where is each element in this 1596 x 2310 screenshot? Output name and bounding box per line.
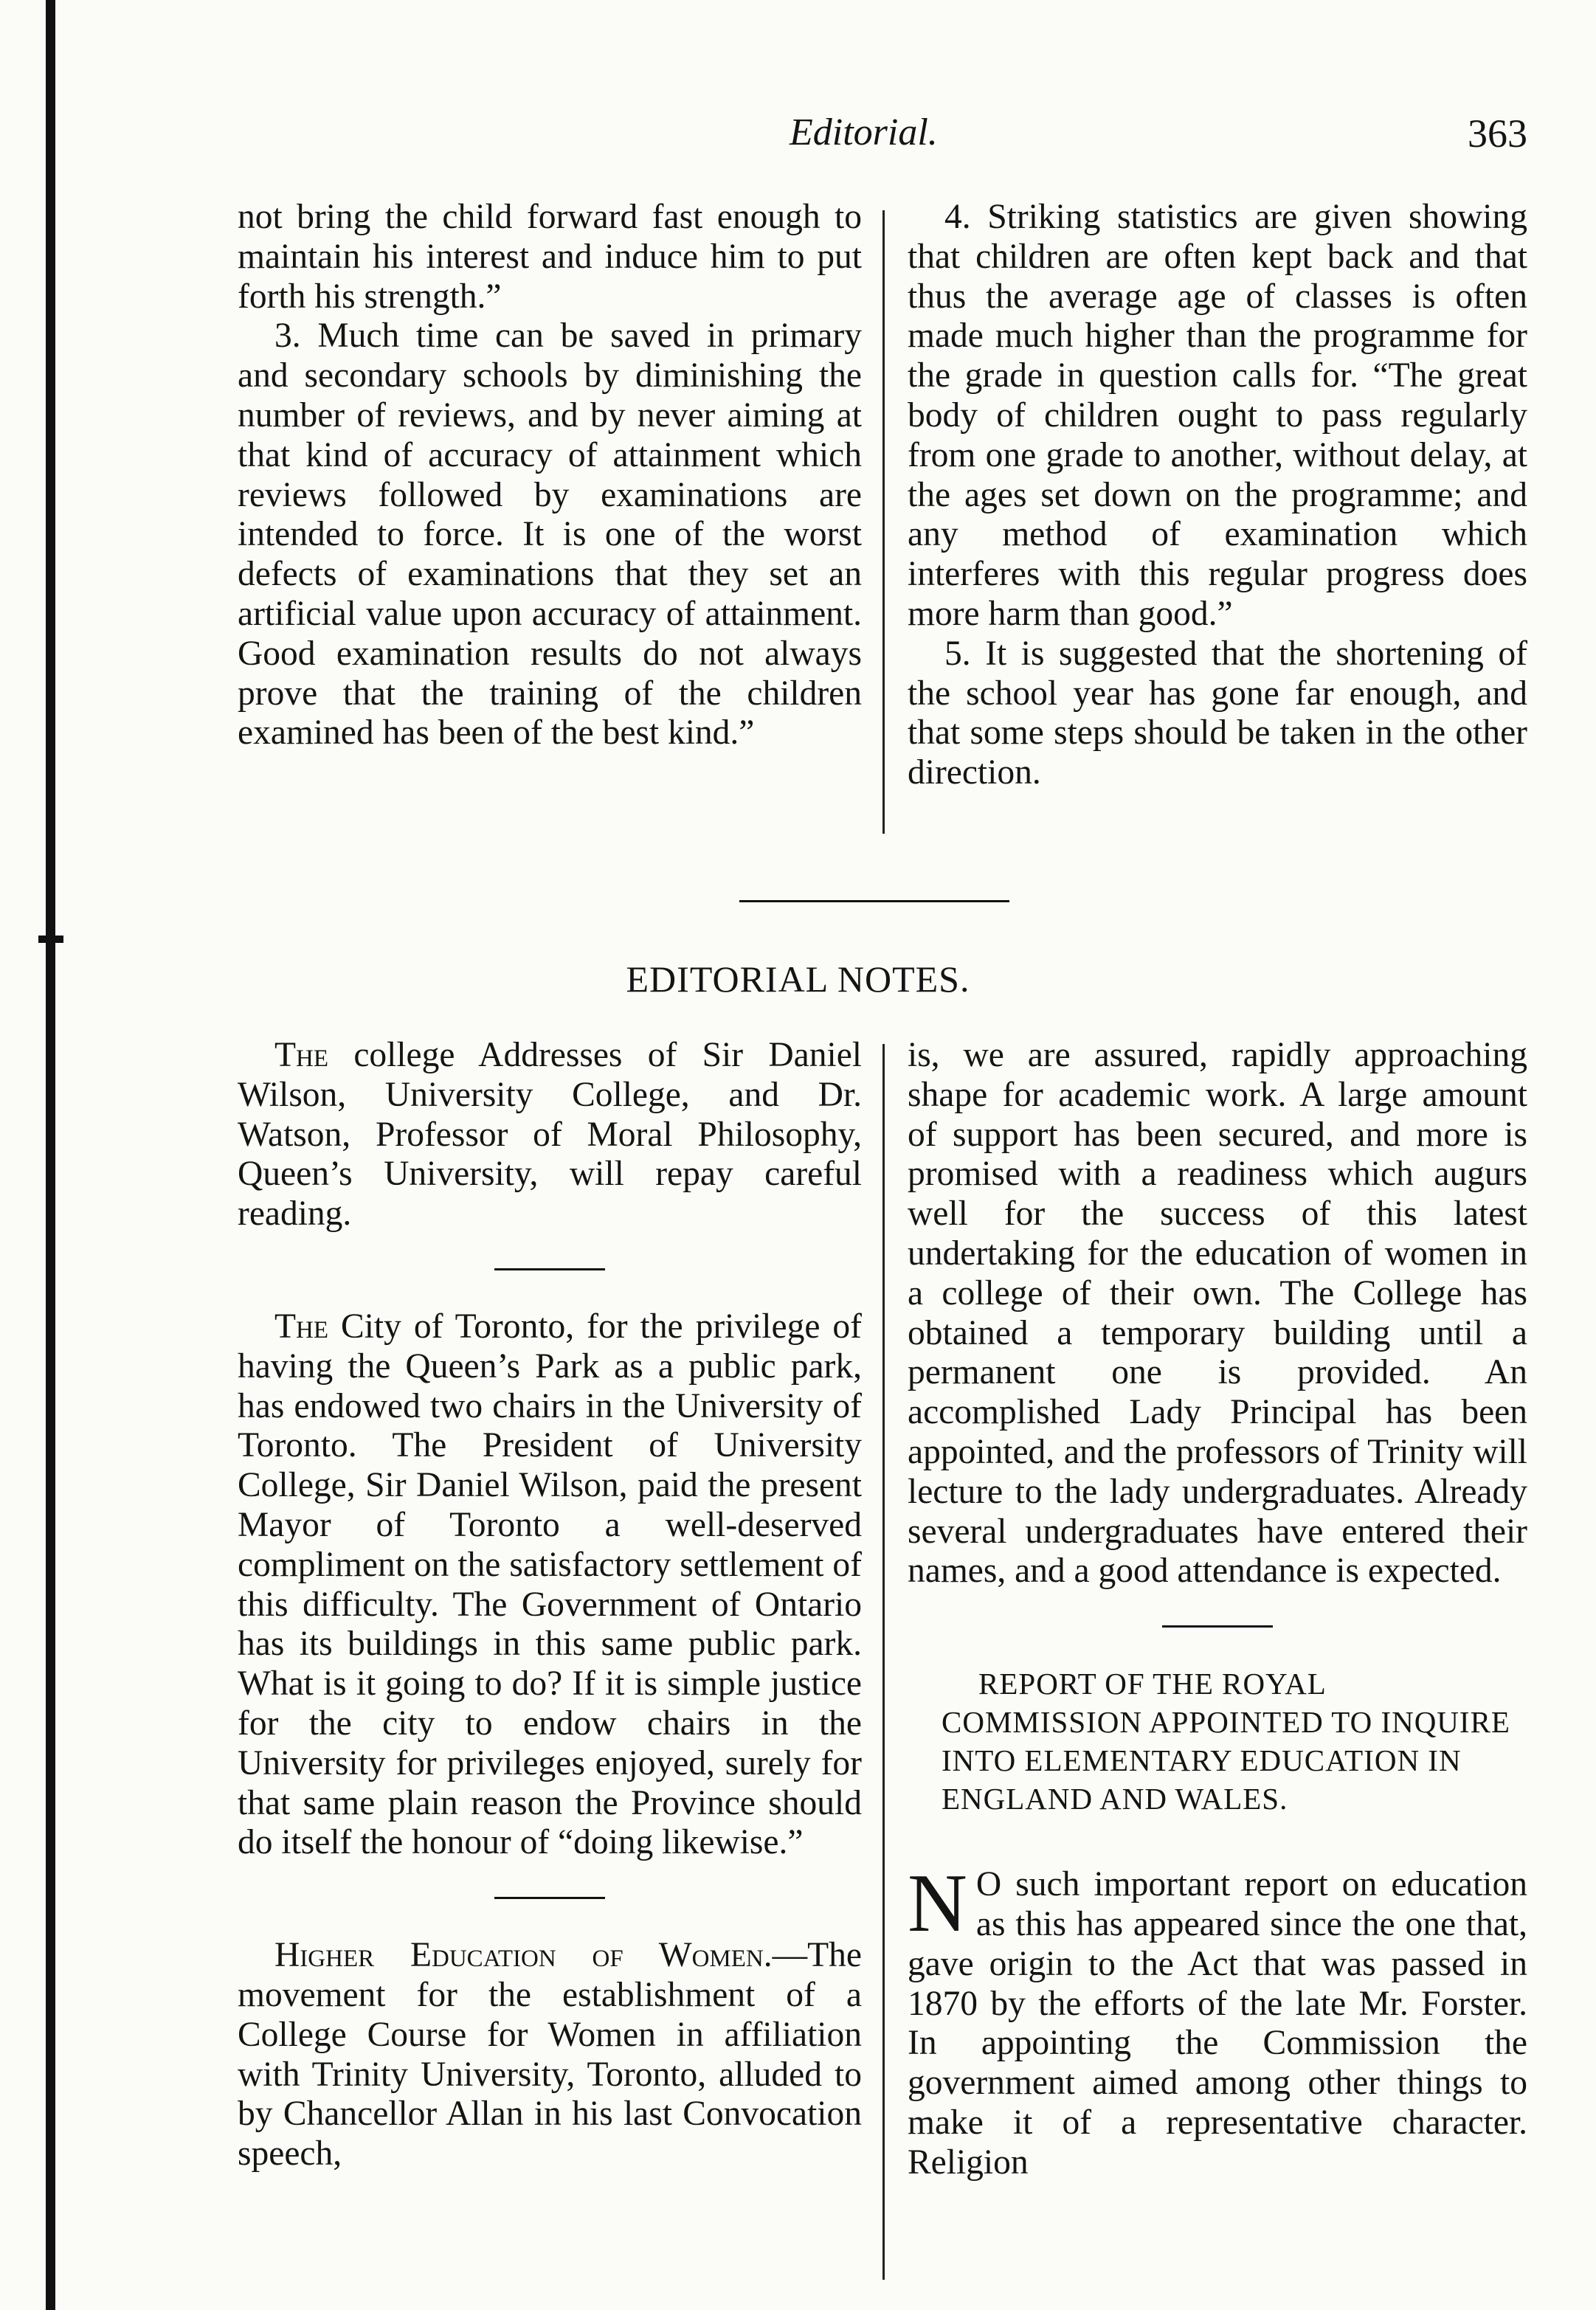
paragraph: not bring the child forward fast enough to maintain his interest and induce him to put forth his strength.”: [238, 198, 862, 316]
editorial-note: [238, 1036, 862, 1234]
paragraph: 3. Much time can be saved in primary and secondary schools by diminishing the number of reviews, and by never aiming at that kind of accuracy of attainment which reviews followed by examinations are intended to force. It is one of the worst defects of examinations that they set an artificial value upon accuracy of attainment. Good examination results do not always prove that the training of the children examined has been of the best kind.”: [238, 317, 862, 753]
paragraph-text: O such important report on education as this has appeared since the one that, gave origin to the Act that was passed in 1870 by the efforts of the late Mr. Forster. In appointing the Commission the government aimed among other things to make it of a representative character. Religion: [908, 1865, 1527, 2182]
paragraph: is, we are assured, rapidly approaching shape for academic work. A large amount of support has been secured, and more is promised with a readiness which augurs well for the success of this latest undertaking for the education of women in a college of their own. The College has obtained a temporary building until a permanent one is provided. An accomplished Lady Principal has been appointed, and the professors of Trinity will lecture to the lady undergraduates. Already several undergraduates have entered their names, and a good attendance is expected.: [908, 1036, 1527, 1591]
drop-cap: N: [908, 1858, 967, 1950]
note-divider: [494, 1897, 605, 1899]
section-title: EDITORIAL NOTES.: [626, 958, 970, 1000]
editorial-note: [238, 1307, 862, 1863]
page-header: [243, 111, 1542, 170]
section-divider: [739, 900, 1009, 902]
report-heading: REPORT OF THE ROYAL COMMISSION APPOINTED TO INQUIRE INTO ELEMENTARY EDUCATION IN ENGLAND AND WALES.: [942, 1667, 1510, 1816]
paragraph: [908, 1858, 1527, 2182]
page-number: 363: [1468, 111, 1527, 156]
paragraph: 4. Striking statistics are given showing that children are often kept back and that thus the average age of classes is often made much higher than the programme for the grade in question calls for. “The great body of children ought to pass regularly from one grade to another, without delay, at the ages set down on the programme; and any method of examination which interferes with this regular progress does more harm than good.”: [908, 198, 1527, 633]
running-head: Editorial.: [790, 111, 938, 153]
note-divider: [494, 1268, 605, 1270]
spine-mark: [38, 936, 63, 943]
column-divider: [882, 210, 885, 834]
note-lead: The: [274, 1307, 329, 1346]
bottom-right-column: [908, 1036, 1527, 2183]
column-divider: [882, 1044, 885, 2280]
note-text: —The movement for the establishment of a College Course for Women in affiliation with Trinity University, Toronto, alluded to by Chancellor Allan in his last Convocation speech,: [238, 1936, 862, 2174]
paragraph: 5. It is suggested that the shortening of the school year has gone far enough, and that some steps should be taken in the other direction.: [908, 634, 1527, 792]
editorial-note: [238, 1936, 862, 2174]
note-text: City of Toronto, for the privilege of having the Queen’s Park as a public park, has endowed two chairs in the University of Toronto. The President of University College, Sir Daniel Wilson, paid the present Mayor of Toronto a well-deserved compliment on the satisfactory settlement of this difficulty. The Government of Ontario has its buildings in this same public park. What is it going to do? If it is simple justice for the city to endow chairs in the University for privileges enjoyed, surely for that same plain reason the Province should do itself the honour of “doing likewise.”: [238, 1307, 862, 1862]
note-lead: The: [274, 1036, 329, 1074]
bottom-left-column: [238, 1036, 862, 2174]
note-divider: [1162, 1625, 1273, 1628]
note-lead: Higher Education of Women.: [274, 1936, 773, 1975]
top-right-column: [908, 198, 1527, 793]
note-text: college Addresses of Sir Daniel Wilson, University College, and Dr. Watson, Professor of Moral Philosophy, Queen’s University, will repay careful reading.: [238, 1036, 862, 1234]
top-left-column: [238, 198, 862, 753]
book-spine-edge: [46, 0, 55, 2310]
